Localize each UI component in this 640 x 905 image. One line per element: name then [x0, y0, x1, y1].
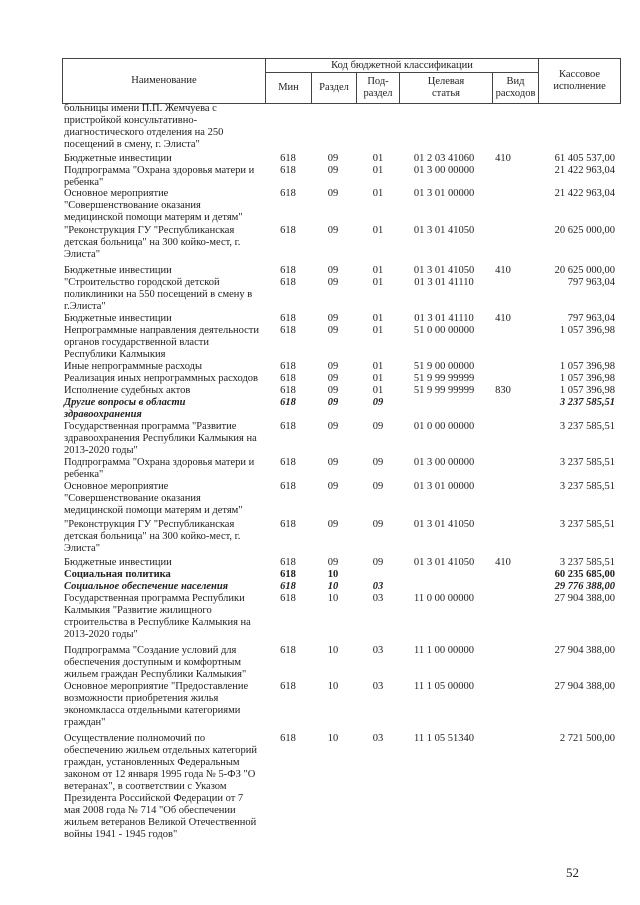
cell-sum: 3 237 585,51	[559, 519, 615, 530]
cell-cel: 01 3 01 41050	[413, 557, 475, 568]
header-razdel: Раздел	[312, 73, 357, 104]
cell-podr: 01	[372, 385, 384, 396]
cell-podr: 03	[372, 681, 384, 692]
cell-name: Реализация иных непрограммных расходов	[64, 373, 259, 384]
cell-razd: 09	[327, 325, 339, 336]
cell-sum: 61 405 537,00	[554, 153, 615, 164]
header-podrazdel: Под- раздел	[357, 73, 400, 104]
cell-name: Государственная программа Республики Калмыкия "Развитие жилищного строительства в Республике Калмыкия на 2013-2020 годы"	[64, 593, 251, 640]
cell-sum: 3 237 585,51	[559, 397, 615, 408]
cell-cel: 01 3 01 00000	[413, 481, 475, 492]
cell-sum: 797 963,04	[567, 277, 615, 288]
cell-cel: 11 1 00 00000	[414, 645, 474, 656]
header-min: Мин	[266, 73, 312, 104]
page-number: 52	[566, 865, 579, 880]
cell-podr: 09	[372, 457, 384, 468]
cell-sum: 797 963,04	[567, 313, 615, 324]
cell-min: 618	[280, 645, 296, 656]
cell-cel: 01 2 03 41060	[413, 153, 475, 164]
cell-podr: 01	[372, 361, 384, 372]
cell-vid: 410	[495, 153, 511, 164]
cell-cel: 51 9 99 99999	[413, 385, 475, 396]
cell-podr: 01	[372, 325, 384, 336]
cell-name: Другие вопросы в области здравоохранения	[64, 397, 186, 420]
cell-razd: 09	[327, 361, 339, 372]
cell-min: 618	[280, 569, 296, 580]
cell-min: 618	[280, 519, 296, 530]
cell-razd: 09	[327, 557, 339, 568]
cell-sum: 60 235 685,00	[554, 569, 615, 580]
cell-sum: 21 422 963,04	[554, 165, 615, 176]
table-header	[62, 58, 621, 104]
cell-min: 618	[280, 681, 296, 692]
cell-min: 618	[280, 265, 296, 276]
cell-min: 618	[280, 313, 296, 324]
cell-razd: 09	[327, 519, 339, 530]
cell-min: 618	[280, 385, 296, 396]
cell-cel: 51 9 99 99999	[413, 373, 475, 384]
cell-name: Исполнение судебных актов	[64, 385, 191, 396]
header-kassa: Кассовое исполнение	[539, 59, 621, 104]
cell-name: Подпрограмма "Охрана здоровья матери и ребенка"	[64, 457, 255, 480]
cell-name: Иные непрограммные расходы	[64, 361, 203, 372]
cell-name: Социальная политика	[64, 569, 171, 580]
cell-vid: 830	[495, 385, 511, 396]
cell-razd: 09	[327, 225, 339, 236]
cell-razd: 09	[327, 421, 339, 432]
cell-razd: 09	[327, 457, 339, 468]
cell-razd: 09	[327, 313, 339, 324]
cell-podr: 01	[372, 153, 384, 164]
cell-sum: 3 237 585,51	[559, 481, 615, 492]
cell-cel: 01 3 01 41110	[414, 313, 474, 324]
cell-podr: 01	[372, 313, 384, 324]
cell-sum: 29 776 388,00	[554, 581, 615, 592]
header-code-group: Код бюджетной классификации	[266, 59, 539, 73]
cell-name: Бюджетные инвестиции	[64, 265, 172, 276]
cell-min: 618	[280, 277, 296, 288]
cell-name: Бюджетные инвестиции	[64, 153, 172, 164]
cell-podr: 01	[372, 277, 384, 288]
cell-name: Бюджетные инвестиции	[64, 313, 172, 324]
cell-cel: 01 3 01 41050	[413, 519, 475, 530]
cell-podr: 09	[372, 397, 384, 408]
cell-razd: 09	[327, 397, 339, 408]
cell-podr: 09	[372, 557, 384, 568]
cell-cel: 11 1 05 51340	[414, 733, 474, 744]
cell-razd: 10	[327, 581, 339, 592]
cell-vid: 410	[495, 557, 511, 568]
cell-sum: 1 057 396,98	[559, 373, 615, 384]
cell-name: "Реконструкция ГУ "Республиканская детская больница" на 300 койко-мест, г. Элиста"	[64, 225, 241, 260]
cell-podr: 03	[372, 593, 384, 604]
cell-name: Государственная программа "Развитие здравоохранения Республики Калмыкия на 2013-2020 годы"	[64, 421, 257, 456]
cell-cel: 51 9 00 00000	[413, 361, 475, 372]
cell-min: 618	[280, 557, 296, 568]
cell-sum: 27 904 388,00	[554, 681, 615, 692]
cell-cel: 11 1 05 00000	[414, 681, 474, 692]
cell-min: 618	[280, 325, 296, 336]
cell-razd: 10	[327, 645, 339, 656]
cell-name: "Строительство городской детской поликлиники на 550 посещений в смену в г.Элиста"	[64, 277, 253, 312]
cell-cel: 01 3 00 00000	[413, 457, 475, 468]
cell-name: Непрограммные направления деятельности органов государственной власти Республики Калмыкия	[64, 325, 260, 360]
cell-cel: 01 0 00 00000	[413, 421, 475, 432]
cell-sum: 27 904 388,00	[554, 645, 615, 656]
header-celevaya: Целевая статья	[400, 73, 493, 104]
cell-sum: 3 237 585,51	[559, 421, 615, 432]
cell-razd: 09	[327, 277, 339, 288]
cell-podr: 01	[372, 373, 384, 384]
cell-cel: 11 0 00 00000	[414, 593, 474, 604]
cell-podr: 01	[372, 225, 384, 236]
cell-podr: 01	[372, 188, 384, 199]
cell-min: 618	[280, 188, 296, 199]
cell-razd: 09	[327, 165, 339, 176]
cell-podr: 01	[372, 265, 384, 276]
cell-sum: 2 721 500,00	[559, 733, 615, 744]
cell-name: Осуществление полномочий по обеспечению жильем отдельных категорий граждан, установленных Федеральным законом от 12 января 1995 года № 5-ФЗ "О ветеранах", в соответствии с Указом Президента Российской Федерации от 7 мая 2008 года № 714 "Об обеспечении жильем ветеранов Великой Отечественной войны 1941 - 1945 годов"	[64, 733, 258, 840]
cell-sum: 1 057 396,98	[559, 325, 615, 336]
cell-sum: 27 904 388,00	[554, 593, 615, 604]
cell-cel: 01 3 01 00000	[413, 188, 475, 199]
cell-razd: 10	[327, 569, 339, 580]
cell-razd: 10	[327, 733, 339, 744]
cell-name: Основное мероприятие "Совершенствование оказания медицинской помощи матерям и детям"	[64, 481, 243, 516]
cell-podr: 03	[372, 733, 384, 744]
cell-min: 618	[280, 421, 296, 432]
cell-razd: 09	[327, 188, 339, 199]
cell-razd: 10	[327, 593, 339, 604]
cell-name: Подпрограмма "Охрана здоровья матери и ребенка"	[64, 165, 255, 188]
header-vid: Вид расходов	[493, 73, 539, 104]
cell-sum: 20 625 000,00	[554, 225, 615, 236]
cell-sum: 1 057 396,98	[559, 385, 615, 396]
cell-min: 618	[280, 153, 296, 164]
header-name: Наименование	[63, 59, 266, 104]
cell-cel: 01 3 01 41050	[413, 225, 475, 236]
cell-name: Бюджетные инвестиции	[64, 557, 172, 568]
cell-podr: 09	[372, 421, 384, 432]
cell-min: 618	[280, 361, 296, 372]
cell-sum: 3 237 585,51	[559, 557, 615, 568]
cell-min: 618	[280, 733, 296, 744]
cell-min: 618	[280, 457, 296, 468]
cell-razd: 09	[327, 373, 339, 384]
cell-min: 618	[280, 481, 296, 492]
cell-name: Основное мероприятие "Предоставление возможности приобретения жилья экономкласса отдельными категориями граждан"	[64, 681, 249, 728]
cell-name: Подпрограмма "Создание условий для обеспечения доступным и комфортным жильем граждан Республики Калмыкия"	[64, 645, 247, 680]
cell-razd: 09	[327, 153, 339, 164]
cell-razd: 09	[327, 385, 339, 396]
cell-razd: 09	[327, 265, 339, 276]
cell-podr: 09	[372, 481, 384, 492]
cell-min: 618	[280, 593, 296, 604]
cell-sum: 21 422 963,04	[554, 188, 615, 199]
cell-min: 618	[280, 373, 296, 384]
cell-cel: 51 0 00 00000	[413, 325, 475, 336]
cell-name: больницы имени П.П. Жемчуева с пристройкой консультативно- диагностического отделения на 250 посещений в смену, г. Элиста"	[64, 103, 224, 150]
cell-cel: 01 3 01 41050	[413, 265, 475, 276]
cell-sum: 1 057 396,98	[559, 361, 615, 372]
cell-min: 618	[280, 225, 296, 236]
cell-sum: 3 237 585,51	[559, 457, 615, 468]
cell-podr: 09	[372, 519, 384, 530]
cell-razd: 10	[327, 681, 339, 692]
cell-name: Социальное обеспечение населения	[64, 581, 229, 592]
cell-cel: 01 3 01 41110	[414, 277, 474, 288]
cell-cel: 01 3 00 00000	[413, 165, 475, 176]
cell-vid: 410	[495, 313, 511, 324]
cell-sum: 20 625 000,00	[554, 265, 615, 276]
cell-podr: 01	[372, 165, 384, 176]
cell-min: 618	[280, 397, 296, 408]
cell-vid: 410	[495, 265, 511, 276]
cell-razd: 09	[327, 481, 339, 492]
cell-name: Основное мероприятие "Совершенствование оказания медицинской помощи матерям и детям"	[64, 188, 243, 223]
cell-podr: 03	[372, 645, 384, 656]
cell-name: "Реконструкция ГУ "Республиканская детская больница" на 300 койко-мест, г. Элиста"	[64, 519, 241, 554]
cell-min: 618	[280, 581, 296, 592]
cell-podr: 03	[372, 581, 384, 592]
cell-min: 618	[280, 165, 296, 176]
